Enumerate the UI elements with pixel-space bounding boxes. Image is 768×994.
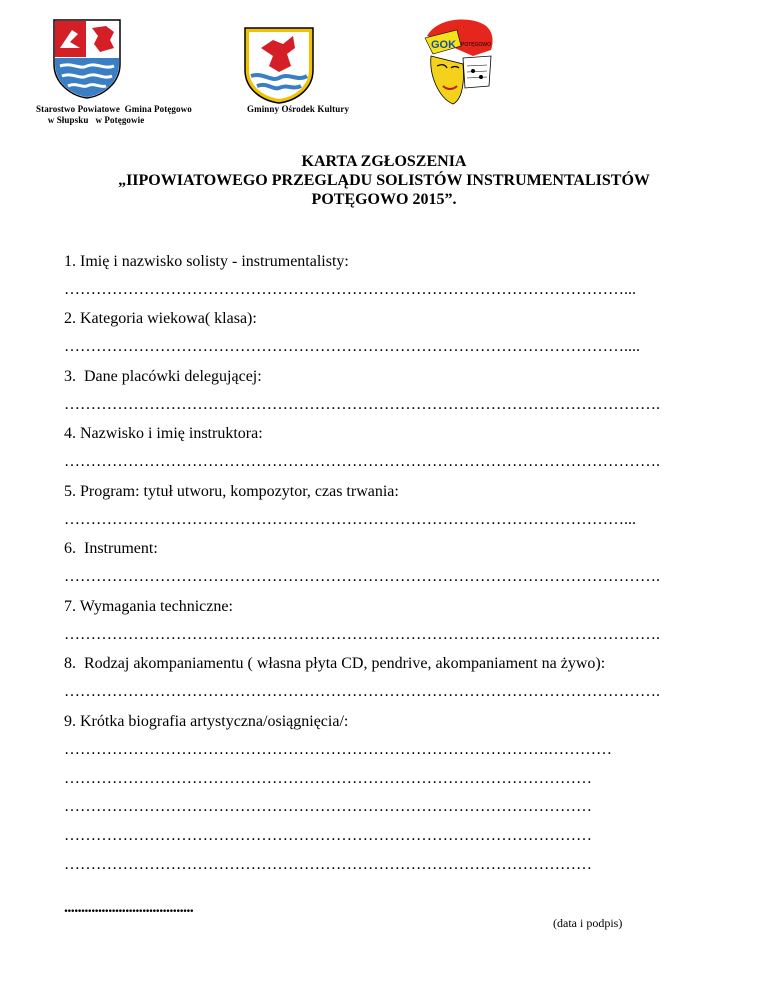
- gmina-crest-logo: [243, 26, 315, 104]
- starostwo-caption: Starostwo Powiatowe Gmina Potęgowo w Słupsku w Potęgowie: [36, 104, 192, 125]
- field-5-label: 5. Program: tytuł utworu, kompozytor, czas trwania:: [64, 483, 399, 500]
- field-7-entry-line: ………………………………………………………………………………………………….: [64, 626, 660, 643]
- form-title: KARTA ZGŁOSZENIA: [301, 153, 467, 170]
- bio-entry-line: ………………………………………………………………………………………: [64, 856, 592, 873]
- field-3-label: 3. Dane placówki delegującej:: [64, 368, 262, 385]
- field-1-label: 1. Imię i nazwisko solisty - instrumentalisty:: [64, 253, 349, 270]
- signature-caption: (data i podpis): [553, 916, 623, 930]
- field-5-entry-line: ……………………………………………………………………………………………...: [64, 511, 636, 528]
- field-6-label: 6. Instrument:: [64, 540, 158, 557]
- bio-entry-line: ………………………………………………………………………………………: [64, 770, 592, 787]
- bio-entry-line: ……………………………………………………………………………….…………: [64, 741, 612, 758]
- field-6-entry-line: ………………………………………………………………………………………………….: [64, 568, 660, 585]
- gok-mask-logo: [417, 16, 497, 108]
- field-4-entry-line: ………………………………………………………………………………………………….: [64, 453, 660, 470]
- svg-text:POTĘGOWO: POTĘGOWO: [461, 42, 491, 48]
- field-2-label: 2. Kategoria wiekowa( klasa):: [64, 310, 257, 327]
- field-2-entry-line: ……………………………………………………………………………………………....: [64, 338, 640, 355]
- gok-caption: Gminny Ośrodek Kultury: [247, 104, 350, 114]
- event-name: „IIPOWIATOWEGO PRZEGLĄDU SOLISTÓW INSTRUMENTALISTÓW: [118, 172, 650, 189]
- bio-entry-line: ………………………………………………………………………………………: [64, 827, 592, 844]
- starostwo-crest-logo: [52, 18, 122, 100]
- field-4-label: 4. Nazwisko i imię instruktora:: [64, 425, 263, 442]
- signature-line: ......................................: [64, 899, 194, 916]
- bio-entry-line: ………………………………………………………………………………………: [64, 798, 592, 815]
- bio-label: 9. Krótka biografia artystyczna/osiągnięcia/:: [64, 713, 349, 730]
- field-3-entry-line: ………………………………………………………………………………………………….: [64, 396, 660, 413]
- field-7-label: 7. Wymagania techniczne:: [64, 598, 233, 615]
- field-8-label: 8. Rodzaj akompaniamentu ( własna płyta CD, pendrive, akompaniament na żywo):: [64, 655, 606, 672]
- field-8-entry-line: ………………………………………………………………………………………………….: [64, 683, 660, 700]
- field-1-entry-line: ……………………………………………………………………………………………...: [64, 281, 636, 298]
- svg-text:GOK: GOK: [431, 39, 457, 51]
- event-location-year: POTĘGOWO 2015”.: [311, 191, 457, 208]
